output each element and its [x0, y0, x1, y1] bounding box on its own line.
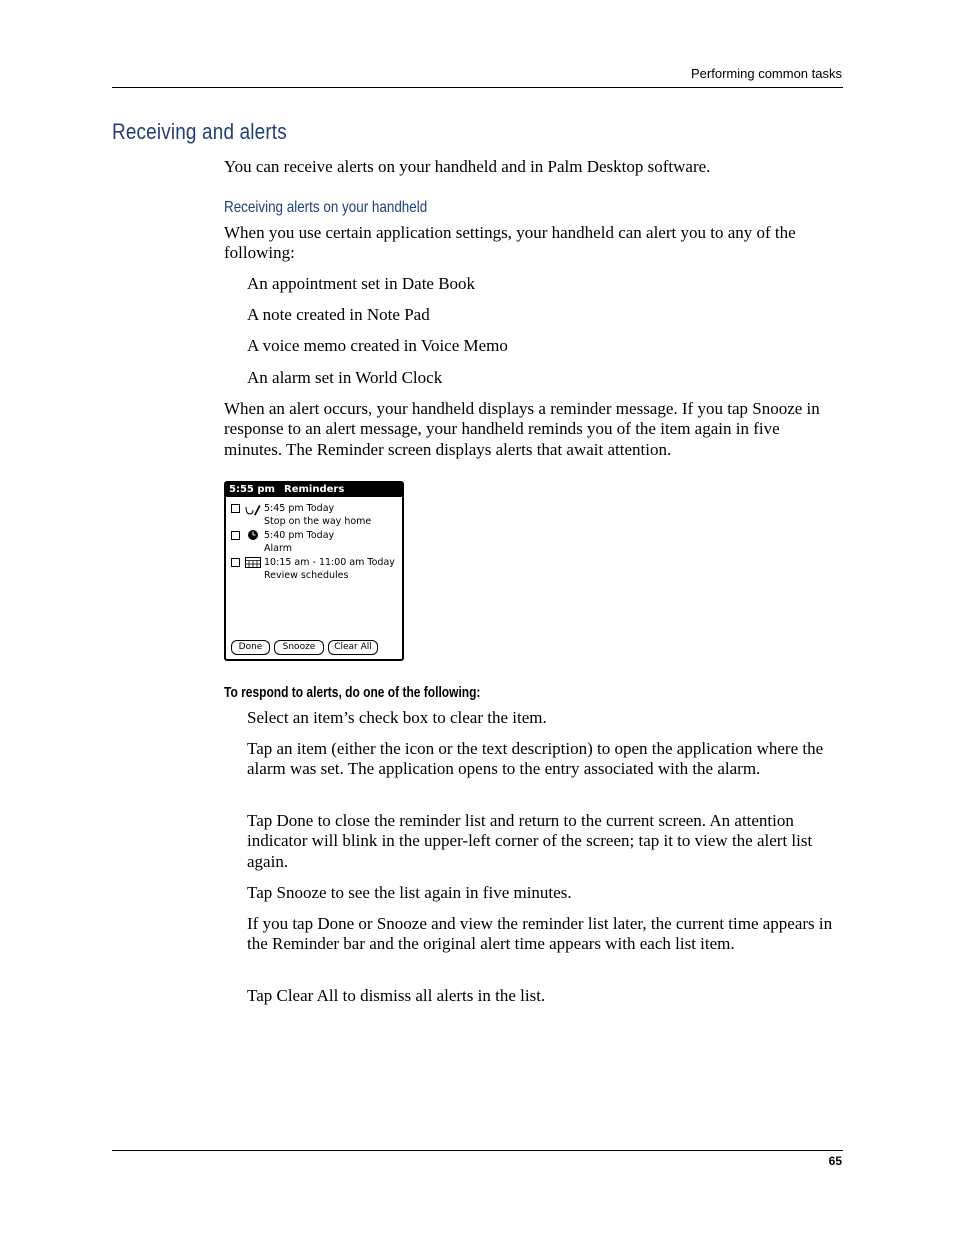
procedure-step: Tap Done to close the reminder list and return to the current screen. An attention indicator will blink in the upper-left corner of the screen; tap it to view the alert list again.: [247, 811, 813, 871]
procedure-step: Tap Snooze to see the list again in five minutes.: [247, 883, 572, 902]
done-button[interactable]: Done: [231, 640, 270, 655]
procedure-step: Select an item’s check box to clear the item.: [247, 708, 547, 727]
voice-memo-icon[interactable]: [245, 504, 261, 519]
alert-description: When an alert occurs, your handheld displays a reminder message. If you tap Snooze in response to an alert message, your handheld reminds you of the item again in five minutes. The Reminder screen displays alerts that await attention.: [224, 399, 820, 459]
list-item: A note created in Note Pad: [247, 305, 430, 324]
procedure-step: Tap Clear All to dismiss all alerts in the list.: [247, 986, 546, 1005]
list-item: A voice memo created in Voice Memo: [247, 336, 508, 355]
clock-icon[interactable]: [247, 529, 259, 544]
reminders-title-bar: [226, 483, 402, 497]
section-title: Receiving and alerts: [112, 119, 287, 144]
list-item: An alarm set in World Clock: [247, 368, 443, 387]
reminder-description[interactable]: Stop on the way home: [264, 516, 372, 527]
header-rule: [112, 87, 843, 88]
reminder-time[interactable]: 5:45 pm Today: [264, 503, 335, 514]
reminder-checkbox[interactable]: [231, 504, 240, 513]
procedure-step: Tap an item (either the icon or the text description) to open the application where the alarm was set. The application opens to the entry associated with the alarm.: [247, 739, 824, 779]
page-number: 65: [828, 1154, 842, 1168]
reminder-description[interactable]: Alarm: [264, 543, 292, 554]
procedure-step: If you tap Done or Snooze and view the reminder list later, the current time appears in the Reminder bar and the original alert time appears with each list item.: [247, 914, 833, 954]
subsection-intro: When you use certain application settings, your handheld can alert you to any of the following:: [224, 223, 796, 263]
list-item: An appointment set in Date Book: [247, 274, 476, 293]
running-header: Performing common tasks: [691, 66, 842, 81]
snooze-button[interactable]: Snooze: [274, 640, 324, 655]
reminder-time[interactable]: 10:15 am - 11:00 am Today: [264, 557, 395, 568]
section-intro: You can receive alerts on your handheld and in Palm Desktop software.: [224, 157, 711, 176]
reminder-checkbox[interactable]: [231, 531, 240, 540]
reminders-title: Reminders: [284, 484, 345, 495]
current-time: 5:55 pm: [229, 484, 275, 495]
clear-all-button[interactable]: Clear All: [328, 640, 378, 655]
subsection-title: Receiving alerts on your handheld: [224, 199, 428, 216]
reminder-description[interactable]: Review schedules: [264, 570, 349, 581]
date-book-icon[interactable]: [245, 557, 261, 571]
reminder-checkbox[interactable]: [231, 558, 240, 567]
reminders-screenshot: [224, 481, 404, 661]
footer-rule: [112, 1150, 843, 1151]
reminder-time[interactable]: 5:40 pm Today: [264, 530, 335, 541]
procedure-title: To respond to alerts, do one of the following:: [224, 684, 481, 701]
